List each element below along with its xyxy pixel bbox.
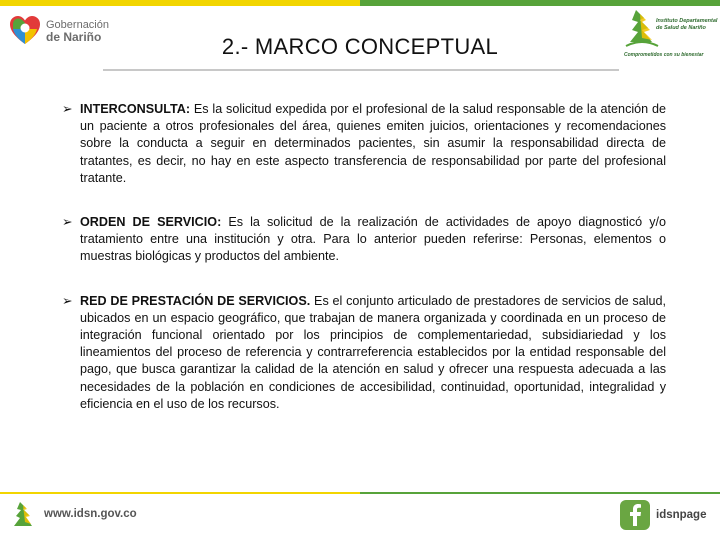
footer-color-bar [0, 492, 720, 494]
list-item-orden-servicio [62, 214, 666, 266]
term-label: RED DE PRESTACIÓN DE SERVICIOS. [80, 293, 311, 308]
idsn-emblem-icon [622, 8, 662, 54]
footer-social[interactable] [620, 500, 706, 530]
term-definition: Es la solicitud de la realización de actividades de apoyo diagnosticó y/o tratamiento entre una institución y otra. Para lo anterior pueden referirse: Personas, elementos o muestras biológicas y productos del ambiente. [80, 215, 666, 264]
page-title: 2.- MARCO CONCEPTUAL [221, 34, 499, 59]
idsn-logo [622, 8, 718, 60]
top-color-bar [0, 0, 720, 6]
idsn-small-emblem-icon [10, 500, 38, 528]
website-link[interactable]: www.idsn.gov.co [44, 508, 137, 520]
list-item-red-prestacion [62, 293, 666, 413]
title-divider [103, 69, 619, 71]
footer-website[interactable] [10, 500, 137, 528]
org-name-line1: Gobernación [46, 19, 109, 31]
concept-list [62, 101, 666, 413]
org-name-line2: de Nariño [46, 30, 102, 44]
list-item-interconsulta [62, 101, 666, 187]
arrow-bullet-icon: ➢ [62, 293, 73, 308]
term-definition: Es el conjunto articulado de prestadores de servicios de salud, ubicados en un espacio geográfico, que trabajan de manera organizada y coordinada en un proceso de integración funcional orientado por los principios de complementariedad, subsidiariedad y los lineamientos del proceso de referencia y contrarreferencia establecidos por la entidad responsable del pago, que busca garantizar la calidad de la atención en salud y ofrecer una respuesta adecuada a las necesidades de la población en condiciones de accesibilidad, continuidad, oportunidad, integralidad y eficiencia en el uso de los recursos. [80, 293, 667, 411]
idsn-logo-slogan: Comprometidos con su bienestar [624, 52, 704, 58]
term-label: ORDEN DE SERVICIO: [80, 215, 222, 230]
facebook-icon[interactable] [620, 500, 650, 530]
arrow-bullet-icon: ➢ [62, 102, 73, 116]
term-definition: Es la solicitud expedida por el profesional de la salud responsable de la atención de un paciente a otros profesionales del área, quienes emiten juicios, orientaciones y recomendaciones sobre la conducta a seguir en determinados pacientes, sin asumir la responsabilidad directa de tratantes, es decir, no hay en este aspecto transferencia de responsabilidad por parte del profesional tratante. [80, 102, 666, 185]
idsn-logo-text: Instituto Departamental de Salud de Nariño [656, 18, 718, 31]
arrow-bullet-icon: ➢ [62, 215, 73, 230]
social-handle[interactable]: idsnpage [656, 509, 707, 521]
term-label: INTERCONSULTA: [80, 102, 191, 116]
